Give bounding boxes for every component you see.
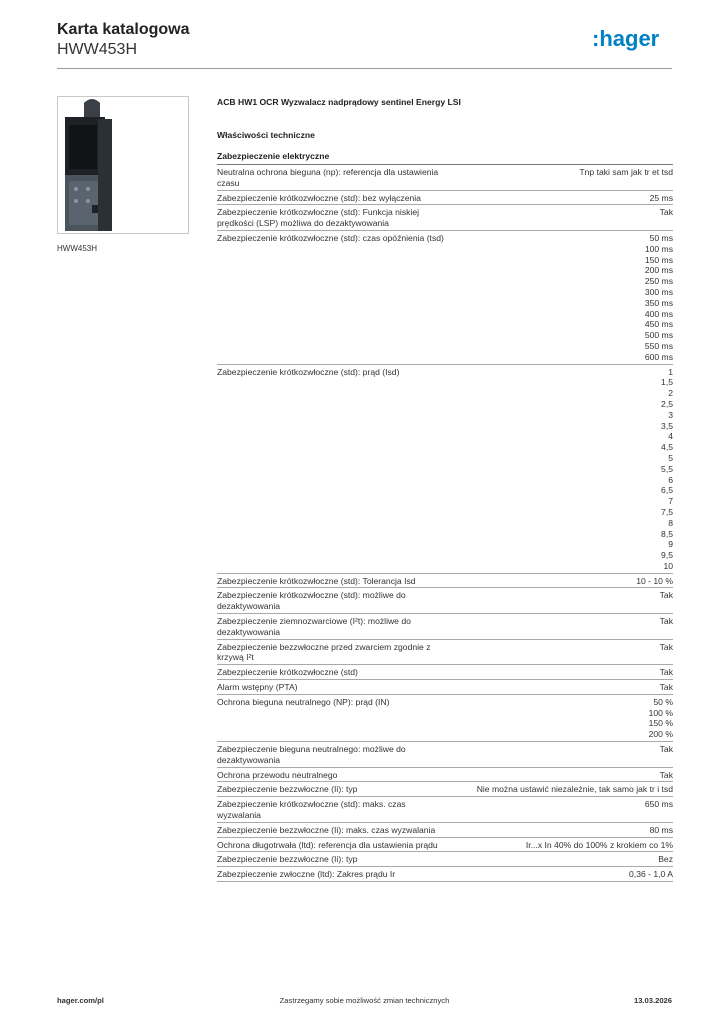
spec-row xyxy=(217,640,673,666)
spec-key: Zabezpieczenie ziemnozwarciowe (I²t): możliwe do dezaktywowania xyxy=(217,616,411,637)
spec-key: Zabezpieczenie krótkozwłoczne (std): prąd (Isd) xyxy=(217,366,400,377)
spec-value-item: 4 xyxy=(668,431,673,442)
spec-value-item: 9 xyxy=(668,539,673,550)
spec-row xyxy=(217,823,673,838)
product-code: HWW453H xyxy=(57,41,138,58)
spec-value-item: 3 xyxy=(668,409,673,420)
spec-table xyxy=(217,165,673,882)
spec-value xyxy=(526,840,673,851)
spec-value-item: 7 xyxy=(668,496,673,507)
spec-key: Zabezpieczenie krótkozwłoczne (std): Funkcja niskiej prędkości (LSP) możliwa do dezaktywowania xyxy=(217,207,420,229)
spec-key: Zabezpieczenie krótkozwłoczne (std) xyxy=(217,667,358,678)
spec-key: Zabezpieczenie bezzwłoczne (Ii): typ xyxy=(217,854,358,865)
spec-value xyxy=(660,770,673,781)
footer-url[interactable]: hager.com/pl xyxy=(57,996,104,1005)
spec-value xyxy=(629,869,673,880)
spec-row xyxy=(217,614,673,640)
spec-value-item: 4,5 xyxy=(661,442,673,453)
spec-row xyxy=(217,365,673,574)
spec-value-item: Ir...x In 40% do 100% z krokiem co 1% xyxy=(525,839,673,850)
spec-value-item: 100 % xyxy=(648,707,673,718)
spec-value-item: 8,5 xyxy=(661,528,673,539)
spec-value xyxy=(660,744,673,766)
footer-note: Zastrzegamy sobie możliwość zmian technicznych xyxy=(279,996,450,1005)
spec-row xyxy=(217,838,673,853)
spec-row xyxy=(217,852,673,867)
spec-value-item: 2 xyxy=(668,388,673,399)
spec-value-item: 6,5 xyxy=(661,485,673,496)
spec-key: Zabezpieczenie bezzwłoczne przed zwarciem zgodnie z krzywą I²t xyxy=(217,641,431,663)
spec-value xyxy=(649,697,673,740)
group-title: Zabezpieczenie elektryczne xyxy=(217,150,673,165)
footer-date: 13.03.2026 xyxy=(633,996,672,1005)
spec-key: Zabezpieczenie bezzwłoczne (Ii): maks. czas wyzwalania xyxy=(217,824,436,835)
spec-value-item: 5 xyxy=(668,452,673,463)
spec-row xyxy=(217,680,673,695)
hager-logo[interactable] xyxy=(592,26,672,52)
spec-key: Zabezpieczenie zwłoczne (ltd): Zakres prądu Ir xyxy=(217,869,396,880)
spec-value-item: 350 ms xyxy=(644,297,673,308)
spec-value-item: 150 ms xyxy=(644,254,673,265)
spec-value-item: 5,5 xyxy=(661,463,673,474)
spec-key: Zabezpieczenie krótkozwłoczne (std): możliwe do dezaktywowania xyxy=(217,590,406,612)
spec-key: Ochrona przewodu neutralnego xyxy=(217,769,338,780)
spec-value-item: 8 xyxy=(668,517,673,528)
spec-value-item: 600 ms xyxy=(644,351,673,362)
spec-value xyxy=(579,167,673,189)
section-title: Właściwości techniczne xyxy=(217,130,315,140)
spec-key: Zabezpieczenie krótkozwłoczne (std): Tolerancja Isd xyxy=(217,575,416,586)
spec-value xyxy=(636,576,673,587)
spec-value-item: 400 ms xyxy=(644,308,673,319)
spec-value-item: 150 % xyxy=(648,718,673,729)
spec-value-item: 9,5 xyxy=(661,550,673,561)
spec-value xyxy=(660,667,673,678)
spec-value-item: Tak xyxy=(659,769,673,780)
spec-key: Zabezpieczenie krótkozwłoczne (std): maks. czas wyzwalania xyxy=(217,799,406,821)
spec-value xyxy=(660,682,673,693)
spec-value-item: 10 - 10 % xyxy=(636,575,673,586)
spec-value-item: 50 % xyxy=(653,696,673,707)
spec-value-item: 6 xyxy=(668,474,673,485)
page-header xyxy=(57,20,672,66)
spec-row xyxy=(217,165,673,191)
spec-row xyxy=(217,742,673,768)
spec-value-item: Tak xyxy=(659,616,673,627)
spec-value-item: 2,5 xyxy=(661,398,673,409)
spec-value xyxy=(660,616,673,638)
spec-value xyxy=(477,784,673,795)
spec-value-item: 300 ms xyxy=(644,286,673,297)
content-area xyxy=(217,96,673,882)
spec-value-item: 200 ms xyxy=(644,265,673,276)
spec-row xyxy=(217,665,673,680)
spec-row xyxy=(217,797,673,823)
spec-value-item: 10 xyxy=(663,560,673,571)
image-caption: HWW453H xyxy=(57,244,98,253)
spec-value-item: 500 ms xyxy=(644,330,673,341)
spec-value xyxy=(650,825,673,836)
spec-value xyxy=(660,590,673,612)
product-name: ACB HW1 OCR Wyzwalacz nadprądowy sentinel Energy LSI xyxy=(217,97,461,107)
spec-value xyxy=(661,367,673,572)
spec-value-item: 1,5 xyxy=(661,377,673,388)
spec-value-item: Tak xyxy=(659,682,673,693)
spec-key: Zabezpieczenie bezzwłoczne (Ii): typ xyxy=(217,784,358,795)
spec-row xyxy=(217,205,673,231)
spec-row xyxy=(217,588,673,614)
spec-value-item: 7,5 xyxy=(661,506,673,517)
spec-key: Zabezpieczenie krótkozwłoczne (std): bez wyłączenia xyxy=(217,192,421,203)
spec-value-item: 100 ms xyxy=(644,243,673,254)
spec-row xyxy=(217,574,673,589)
spec-value-item: 25 ms xyxy=(649,192,673,203)
spec-value-item: 50 ms xyxy=(649,232,673,243)
spec-row xyxy=(217,695,673,742)
spec-value-item: Tak xyxy=(659,641,673,652)
spec-row xyxy=(217,231,673,365)
logo-text: :hager xyxy=(592,26,660,51)
spec-value xyxy=(658,854,673,865)
spec-value-item: 450 ms xyxy=(644,319,673,330)
spec-value-item: 3,5 xyxy=(661,420,673,431)
spec-value-item: 250 ms xyxy=(644,276,673,287)
spec-value xyxy=(660,207,673,229)
spec-row xyxy=(217,768,673,783)
spec-value-item: 200 % xyxy=(648,729,673,740)
spec-row xyxy=(217,191,673,206)
spec-key: Zabezpieczenie bieguna neutralnego: możliwe do dezaktywowania xyxy=(217,744,406,765)
spec-value-item: Tak xyxy=(659,590,673,601)
page-title: Karta katalogowa xyxy=(57,21,190,38)
spec-value-item: 80 ms xyxy=(649,824,673,835)
spec-value-item: 1 xyxy=(668,366,673,377)
spec-row xyxy=(217,782,673,797)
product-image xyxy=(57,96,189,234)
spec-key: Zabezpieczenie krótkozwłoczne (std): czas opóźnienia (tsd) xyxy=(217,232,444,243)
spec-value-item: Tak xyxy=(659,667,673,678)
spec-key: Neutralna ochrona bieguna (np): referencja dla ustawienia czasu xyxy=(217,167,439,188)
header-divider xyxy=(57,68,672,69)
spec-value-item: Tak xyxy=(659,207,673,218)
spec-value-item: 650 ms xyxy=(644,799,673,810)
spec-value-item: 550 ms xyxy=(644,340,673,351)
spec-value-item: Tak xyxy=(659,744,673,755)
spec-key: Ochrona bieguna neutralnego (NP): prąd (IN) xyxy=(217,696,390,707)
spec-row xyxy=(217,867,673,882)
spec-value xyxy=(660,642,673,664)
spec-value-item: Tnp taki sam jak tr et tsd xyxy=(579,167,673,177)
spec-value xyxy=(645,799,673,821)
spec-key: Alarm wstępny (PTA) xyxy=(217,682,298,693)
spec-value-item: Bez xyxy=(658,854,673,865)
spec-value xyxy=(645,233,673,363)
spec-value-item: Nie można ustawić niezależnie, tak samo jak tr i tsd xyxy=(476,784,673,795)
spec-value-item: 0,36 - 1,0 A xyxy=(629,869,673,880)
spec-key: Ochrona długotrwała (ltd): referencja dla ustawienia prądu xyxy=(217,839,438,850)
spec-value xyxy=(650,193,673,204)
